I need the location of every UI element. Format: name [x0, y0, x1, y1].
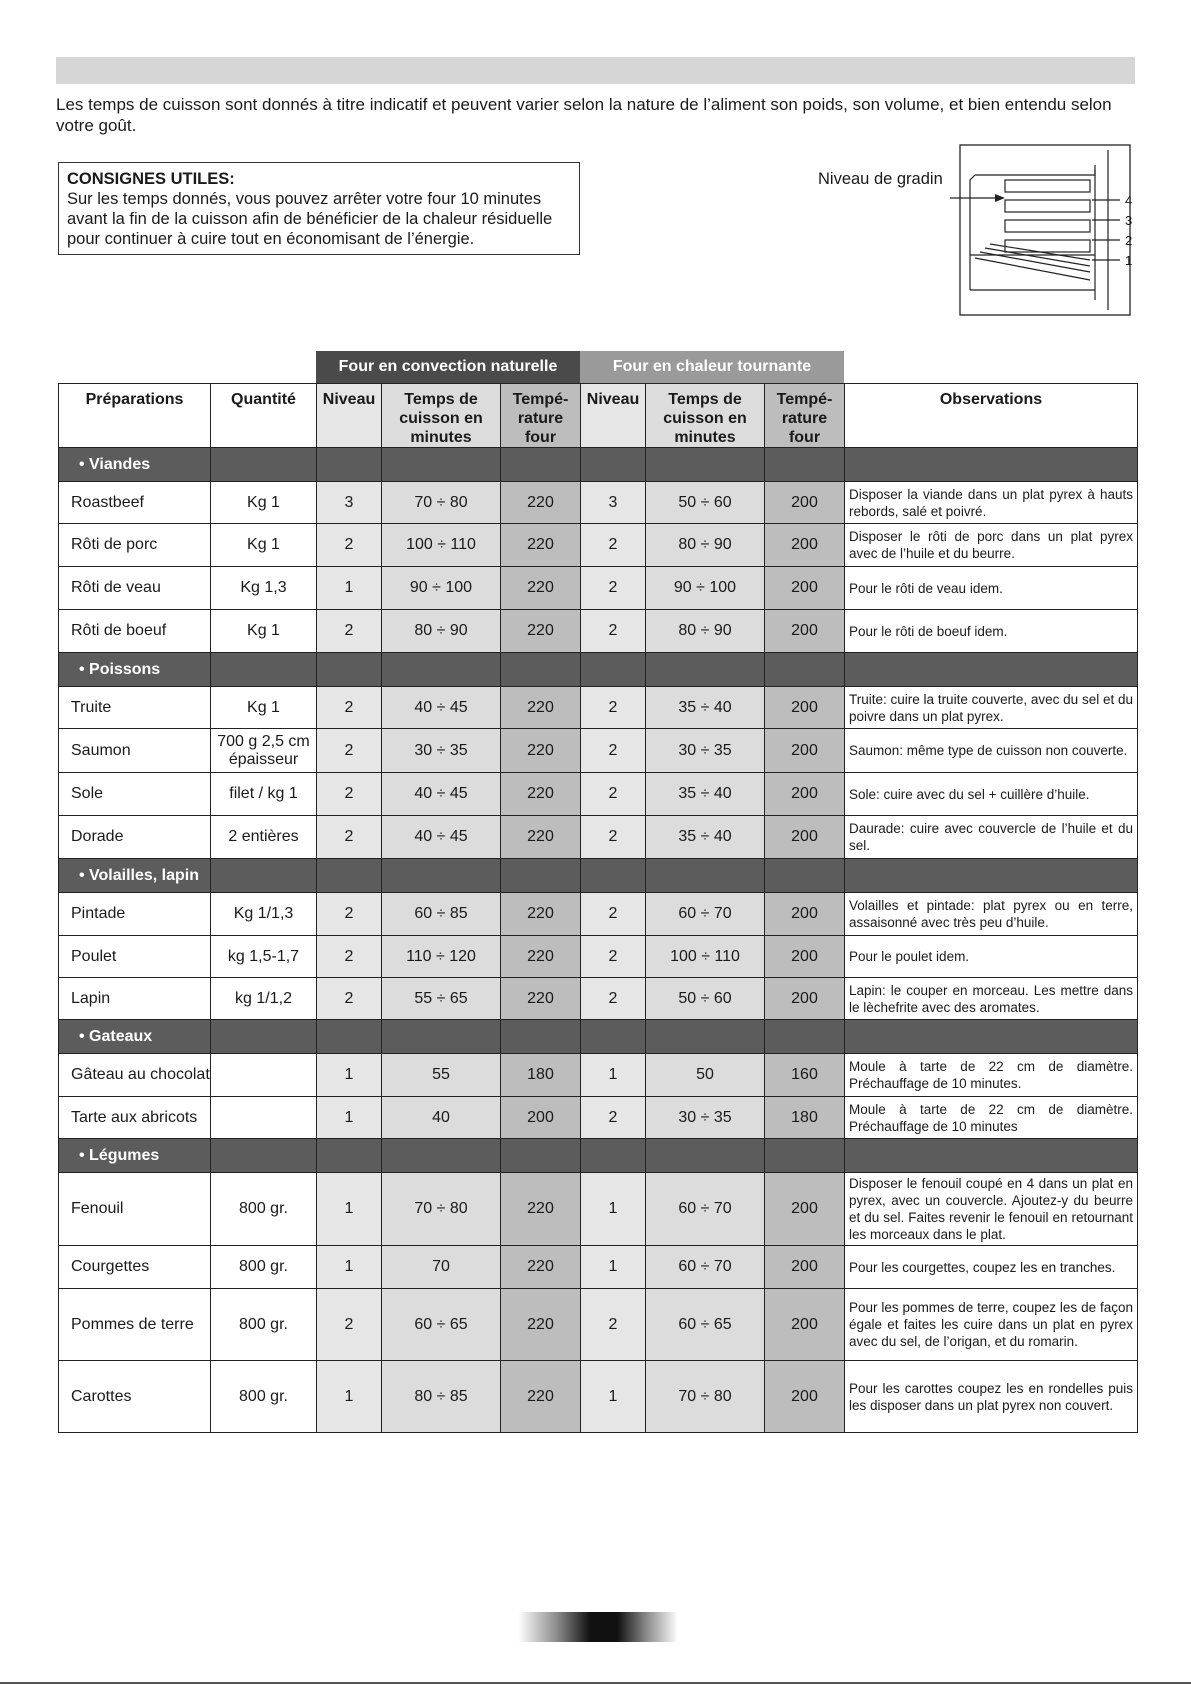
header-observations: Observations — [845, 384, 1138, 448]
time-turbo-cell: 35 ÷ 40 — [646, 773, 765, 816]
qty-cell: 800 gr. — [211, 1246, 317, 1289]
temp-turbo-cell: 200 — [765, 1246, 845, 1289]
level-label-2: 2 — [1125, 233, 1133, 248]
category-filler — [501, 859, 581, 893]
niveau-natural-cell: 3 — [317, 482, 382, 524]
observation-cell: Daurade: cuire avec couvercle de l’huile et du sel. — [845, 816, 1138, 859]
niveau-natural-cell: 1 — [317, 1173, 382, 1246]
category-filler — [765, 1139, 845, 1173]
niveau-turbo-cell: 1 — [581, 1361, 646, 1433]
category-filler — [646, 653, 765, 687]
temp-natural-cell: 220 — [501, 687, 581, 729]
qty-cell: Kg 1/1,3 — [211, 893, 317, 936]
category-filler — [581, 1139, 646, 1173]
category-row — [59, 448, 1138, 482]
niveau-turbo-cell: 2 — [581, 524, 646, 567]
temp-turbo-cell: 200 — [765, 936, 845, 978]
observation-cell: Moule à tarte de 22 cm de diamètre. Préchauffage de 10 minutes — [845, 1097, 1138, 1139]
temp-natural-cell: 180 — [501, 1054, 581, 1097]
category-name: • Gateaux — [59, 1020, 211, 1054]
page-footer-bar — [518, 1612, 678, 1642]
category-name: • Poissons — [59, 653, 211, 687]
niveau-turbo-cell: 3 — [581, 482, 646, 524]
niveau-natural-cell: 1 — [317, 567, 382, 610]
temp-turbo-cell: 200 — [765, 816, 845, 859]
level-label-3: 3 — [1125, 213, 1133, 228]
category-filler — [845, 1020, 1138, 1054]
time-natural-cell: 70 ÷ 80 — [382, 1173, 501, 1246]
temp-natural-cell: 220 — [501, 773, 581, 816]
category-filler — [317, 1020, 382, 1054]
temp-turbo-cell: 200 — [765, 978, 845, 1020]
table-row — [59, 1361, 1138, 1433]
time-turbo-cell: 50 ÷ 60 — [646, 482, 765, 524]
niveau-natural-cell: 2 — [317, 1289, 382, 1361]
qty-cell: filet / kg 1 — [211, 773, 317, 816]
time-natural-cell: 110 ÷ 120 — [382, 936, 501, 978]
time-natural-cell: 40 ÷ 45 — [382, 816, 501, 859]
section-header-bar — [56, 57, 1135, 84]
temp-turbo-cell: 200 — [765, 610, 845, 653]
category-filler — [581, 448, 646, 482]
prep-cell: Pintade — [59, 893, 211, 936]
temp-natural-cell: 220 — [501, 1173, 581, 1246]
niveau-natural-cell: 2 — [317, 773, 382, 816]
prep-cell: Dorade — [59, 816, 211, 859]
time-turbo-cell: 80 ÷ 90 — [646, 524, 765, 567]
temp-turbo-cell: 200 — [765, 1361, 845, 1433]
consignes-box — [58, 162, 580, 255]
qty-cell: 800 gr. — [211, 1289, 317, 1361]
time-turbo-cell: 100 ÷ 110 — [646, 936, 765, 978]
temp-turbo-cell: 200 — [765, 893, 845, 936]
time-natural-cell: 80 ÷ 85 — [382, 1361, 501, 1433]
header-time-natural: Temps de cuisson en minutes — [382, 384, 501, 448]
oven-level-diagram — [810, 140, 1140, 320]
niveau-natural-cell: 1 — [317, 1097, 382, 1139]
category-filler — [765, 448, 845, 482]
prep-cell: Courgettes — [59, 1246, 211, 1289]
niveau-natural-cell: 1 — [317, 1054, 382, 1097]
niveau-natural-cell: 2 — [317, 687, 382, 729]
prep-cell: Roastbeef — [59, 482, 211, 524]
intro-text: Les temps de cuisson sont donnés à titre indicatif et peuvent varier selon la nature de l’aliment son poids, son volume, et bien entendu selon votre goût. — [56, 95, 1112, 135]
level-label-4: 4 — [1125, 193, 1133, 208]
category-filler — [646, 1139, 765, 1173]
temp-natural-cell: 220 — [501, 816, 581, 859]
category-name: • Volailles, lapin — [59, 859, 211, 893]
category-row — [59, 1020, 1138, 1054]
niveau-turbo-cell: 2 — [581, 1289, 646, 1361]
niveau-turbo-cell: 1 — [581, 1246, 646, 1289]
observation-cell: Volailles et pintade: plat pyrex ou en terre, assaisonné avec très peu d’huile. — [845, 893, 1138, 936]
group-header-natural: Four en convection naturelle — [316, 351, 580, 383]
qty-cell: Kg 1 — [211, 482, 317, 524]
observation-cell: Disposer le rôti de porc dans un plat pyrex avec de l’huile et du beurre. — [845, 524, 1138, 567]
category-row — [59, 1139, 1138, 1173]
category-name: • Légumes — [59, 1139, 211, 1173]
time-turbo-cell: 70 ÷ 80 — [646, 1361, 765, 1433]
temp-turbo-cell: 200 — [765, 524, 845, 567]
time-turbo-cell: 35 ÷ 40 — [646, 687, 765, 729]
category-row — [59, 859, 1138, 893]
category-filler — [581, 1020, 646, 1054]
table-row — [59, 729, 1138, 773]
niveau-natural-cell: 2 — [317, 893, 382, 936]
prep-cell: Rôti de porc — [59, 524, 211, 567]
time-turbo-cell: 60 ÷ 70 — [646, 1246, 765, 1289]
niveau-turbo-cell: 2 — [581, 567, 646, 610]
niveau-turbo-cell: 2 — [581, 773, 646, 816]
temp-natural-cell: 220 — [501, 610, 581, 653]
observation-cell: Moule à tarte de 22 cm de diamètre. Préchauffage de 10 minutes. — [845, 1054, 1138, 1097]
table-row — [59, 1246, 1138, 1289]
observation-cell: Pour les pommes de terre, coupez les de façon égale et faites les cuire dans un plat en pyrex avec du sel, de l’origan, et du romarin. — [845, 1289, 1138, 1361]
category-filler — [382, 1020, 501, 1054]
category-row — [59, 653, 1138, 687]
niveau-turbo-cell: 1 — [581, 1054, 646, 1097]
prep-cell: Saumon — [59, 729, 211, 773]
time-turbo-cell: 35 ÷ 40 — [646, 816, 765, 859]
header-time-turbo: Temps de cuisson en minutes — [646, 384, 765, 448]
temp-natural-cell: 220 — [501, 978, 581, 1020]
table-row — [59, 1289, 1138, 1361]
niveau-turbo-cell: 2 — [581, 610, 646, 653]
category-name: • Viandes — [59, 448, 211, 482]
temp-natural-cell: 220 — [501, 936, 581, 978]
time-natural-cell: 55 ÷ 65 — [382, 978, 501, 1020]
category-filler — [765, 653, 845, 687]
header-niveau-natural: Niveau — [317, 384, 382, 448]
time-natural-cell: 30 ÷ 35 — [382, 729, 501, 773]
niveau-turbo-cell: 1 — [581, 1173, 646, 1246]
time-turbo-cell: 30 ÷ 35 — [646, 1097, 765, 1139]
prep-cell: Fenouil — [59, 1173, 211, 1246]
oven-illustration — [810, 140, 1140, 320]
time-natural-cell: 80 ÷ 90 — [382, 610, 501, 653]
niveau-natural-cell: 2 — [317, 610, 382, 653]
table-row — [59, 773, 1138, 816]
observation-cell: Disposer le fenouil coupé en 4 dans un plat en pyrex, avec un couvercle. Ajoutez-y du beurre et du sel. Faites revenir le fenouil en retournant les morceaux dans le plat. — [845, 1173, 1138, 1246]
temp-turbo-cell: 200 — [765, 1173, 845, 1246]
temp-natural-cell: 220 — [501, 1361, 581, 1433]
header-temp-turbo: Tempé-rature four — [765, 384, 845, 448]
category-filler — [646, 448, 765, 482]
table-row — [59, 1173, 1138, 1246]
category-filler — [317, 1139, 382, 1173]
prep-cell: Carottes — [59, 1361, 211, 1433]
time-turbo-cell: 60 ÷ 70 — [646, 1173, 765, 1246]
header-temp-natural: Tempé-rature four — [501, 384, 581, 448]
temp-natural-cell: 220 — [501, 524, 581, 567]
niveau-turbo-cell: 2 — [581, 978, 646, 1020]
category-filler — [211, 653, 317, 687]
niveau-turbo-cell: 2 — [581, 729, 646, 773]
prep-cell: Truite — [59, 687, 211, 729]
category-filler — [765, 1020, 845, 1054]
category-filler — [501, 448, 581, 482]
niveau-turbo-cell: 2 — [581, 816, 646, 859]
qty-cell: Kg 1 — [211, 610, 317, 653]
temp-natural-cell: 220 — [501, 1289, 581, 1361]
category-filler — [382, 653, 501, 687]
table-row — [59, 482, 1138, 524]
observation-cell: Pour les carottes coupez les en rondelles puis les disposer dans un plat pyrex non couvert. — [845, 1361, 1138, 1433]
consignes-text: Sur les temps donnés, vous pouvez arrêter votre four 10 minutes avant la fin de la cuisson afin de bénéficier de la chaleur résiduelle pour continuer à cuire tout en économisant de l’énergie. — [67, 190, 553, 248]
category-filler — [501, 1020, 581, 1054]
table-row — [59, 687, 1138, 729]
table-row — [59, 816, 1138, 859]
qty-cell: kg 1,5-1,7 — [211, 936, 317, 978]
category-filler — [317, 653, 382, 687]
observation-cell: Pour le poulet idem. — [845, 936, 1138, 978]
niveau-turbo-cell: 2 — [581, 893, 646, 936]
qty-cell: Kg 1,3 — [211, 567, 317, 610]
table-row — [59, 1054, 1138, 1097]
category-filler — [646, 1020, 765, 1054]
qty-cell: 2 entières — [211, 816, 317, 859]
diagram-label: Niveau de gradin — [818, 170, 943, 188]
temp-natural-cell: 220 — [501, 1246, 581, 1289]
qty-cell: kg 1/1,2 — [211, 978, 317, 1020]
time-natural-cell: 60 ÷ 85 — [382, 893, 501, 936]
time-natural-cell: 40 ÷ 45 — [382, 773, 501, 816]
temp-turbo-cell: 200 — [765, 567, 845, 610]
category-filler — [317, 859, 382, 893]
prep-cell: Lapin — [59, 978, 211, 1020]
prep-cell: Gâteau au chocolat — [59, 1054, 211, 1097]
table-row — [59, 524, 1138, 567]
table-row — [59, 610, 1138, 653]
table-row — [59, 978, 1138, 1020]
temp-turbo-cell: 180 — [765, 1097, 845, 1139]
header-preparations: Préparations — [59, 384, 211, 448]
time-turbo-cell: 60 ÷ 70 — [646, 893, 765, 936]
prep-cell: Rôti de veau — [59, 567, 211, 610]
time-natural-cell: 70 ÷ 80 — [382, 482, 501, 524]
niveau-natural-cell: 1 — [317, 1246, 382, 1289]
observation-cell: Lapin: le couper en morceau. Les mettre dans le lèchefrite avec des aromates. — [845, 978, 1138, 1020]
temp-turbo-cell: 200 — [765, 1289, 845, 1361]
niveau-natural-cell: 1 — [317, 1361, 382, 1433]
category-filler — [845, 653, 1138, 687]
niveau-natural-cell: 2 — [317, 816, 382, 859]
time-natural-cell: 60 ÷ 65 — [382, 1289, 501, 1361]
category-filler — [845, 448, 1138, 482]
qty-cell: 800 gr. — [211, 1361, 317, 1433]
category-filler — [211, 1139, 317, 1173]
level-label-1: 1 — [1125, 253, 1133, 268]
table-row — [59, 936, 1138, 978]
table-body — [59, 448, 1138, 1433]
qty-cell — [211, 1097, 317, 1139]
table-row — [59, 567, 1138, 610]
table-row — [59, 893, 1138, 936]
temp-turbo-cell: 200 — [765, 773, 845, 816]
time-natural-cell: 40 — [382, 1097, 501, 1139]
temp-natural-cell: 220 — [501, 893, 581, 936]
category-filler — [382, 1139, 501, 1173]
temp-natural-cell: 220 — [501, 482, 581, 524]
observation-cell: Pour le rôti de veau idem. — [845, 567, 1138, 610]
qty-cell — [211, 1054, 317, 1097]
qty-cell: Kg 1 — [211, 687, 317, 729]
time-natural-cell: 100 ÷ 110 — [382, 524, 501, 567]
category-filler — [501, 1139, 581, 1173]
bottom-rule — [0, 1682, 1191, 1684]
observation-cell: Saumon: même type de cuisson non couverte. — [845, 729, 1138, 773]
category-filler — [845, 1139, 1138, 1173]
niveau-natural-cell: 2 — [317, 978, 382, 1020]
category-filler — [765, 859, 845, 893]
time-turbo-cell: 90 ÷ 100 — [646, 567, 765, 610]
qty-cell: 800 gr. — [211, 1173, 317, 1246]
time-turbo-cell: 50 ÷ 60 — [646, 978, 765, 1020]
consignes-title: CONSIGNES UTILES: — [67, 170, 235, 188]
category-filler — [211, 1020, 317, 1054]
niveau-turbo-cell: 2 — [581, 1097, 646, 1139]
temp-natural-cell: 220 — [501, 567, 581, 610]
time-turbo-cell: 80 ÷ 90 — [646, 610, 765, 653]
prep-cell: Tarte aux abricots — [59, 1097, 211, 1139]
category-filler — [211, 448, 317, 482]
time-turbo-cell: 60 ÷ 65 — [646, 1289, 765, 1361]
prep-cell: Pommes de terre — [59, 1289, 211, 1361]
observation-cell: Disposer la viande dans un plat pyrex à hauts rebords, salé et poivré. — [845, 482, 1138, 524]
observation-cell: Pour les courgettes, coupez les en tranches. — [845, 1246, 1138, 1289]
observation-cell: Truite: cuire la truite couverte, avec du sel et du poivre dans un plat pyrex. — [845, 687, 1138, 729]
prep-cell: Rôti de boeuf — [59, 610, 211, 653]
time-turbo-cell: 30 ÷ 35 — [646, 729, 765, 773]
header-niveau-turbo: Niveau — [581, 384, 646, 448]
table-row — [59, 1097, 1138, 1139]
niveau-natural-cell: 2 — [317, 524, 382, 567]
time-natural-cell: 40 ÷ 45 — [382, 687, 501, 729]
qty-cell: 700 g 2,5 cm épaisseur — [211, 729, 317, 773]
category-filler — [382, 448, 501, 482]
category-filler — [581, 653, 646, 687]
niveau-natural-cell: 2 — [317, 729, 382, 773]
category-filler — [845, 859, 1138, 893]
prep-cell: Poulet — [59, 936, 211, 978]
category-filler — [646, 859, 765, 893]
category-filler — [382, 859, 501, 893]
time-natural-cell: 90 ÷ 100 — [382, 567, 501, 610]
prep-cell: Sole — [59, 773, 211, 816]
temp-natural-cell: 220 — [501, 729, 581, 773]
niveau-turbo-cell: 2 — [581, 687, 646, 729]
time-turbo-cell: 50 — [646, 1054, 765, 1097]
time-natural-cell: 55 — [382, 1054, 501, 1097]
category-filler — [317, 448, 382, 482]
temp-turbo-cell: 200 — [765, 482, 845, 524]
observation-cell: Sole: cuire avec du sel + cuillère d’huile. — [845, 773, 1138, 816]
time-natural-cell: 70 — [382, 1246, 501, 1289]
group-header-turbo: Four en chaleur tournante — [580, 351, 844, 383]
niveau-natural-cell: 2 — [317, 936, 382, 978]
niveau-turbo-cell: 2 — [581, 936, 646, 978]
temp-turbo-cell: 200 — [765, 729, 845, 773]
temp-turbo-cell: 160 — [765, 1054, 845, 1097]
header-quantity: Quantité — [211, 384, 317, 448]
category-filler — [581, 859, 646, 893]
temp-natural-cell: 200 — [501, 1097, 581, 1139]
observation-cell: Pour le rôti de boeuf idem. — [845, 610, 1138, 653]
category-filler — [501, 653, 581, 687]
category-filler — [211, 859, 317, 893]
qty-cell: Kg 1 — [211, 524, 317, 567]
cooking-table — [58, 383, 1138, 1433]
temp-turbo-cell: 200 — [765, 687, 845, 729]
